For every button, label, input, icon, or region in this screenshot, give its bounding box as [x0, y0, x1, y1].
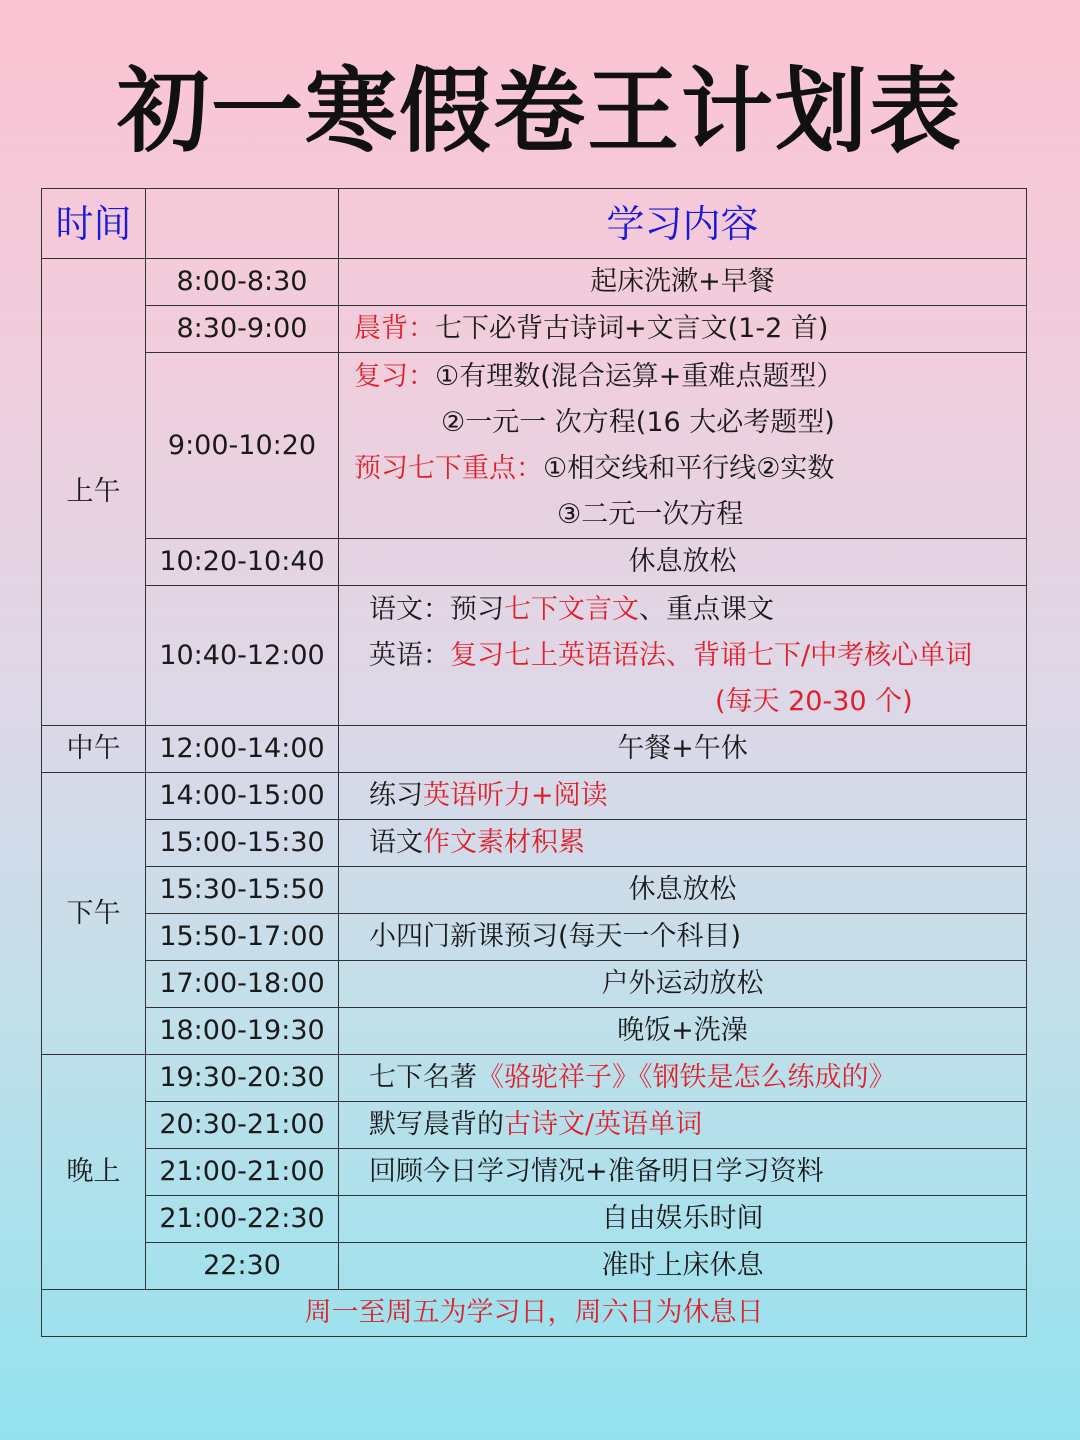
- table-row: [42, 914, 1027, 961]
- content-text: ①相交线和平行线②实数: [543, 452, 835, 484]
- table-row: [42, 867, 1027, 914]
- table-row: [42, 1149, 1027, 1196]
- content-cell: 户外运动放松: [339, 961, 1027, 1008]
- content-cell: 自由娱乐时间: [339, 1196, 1027, 1243]
- page-title: 初一寒假卷王计划表: [116, 58, 963, 165]
- content-highlight: 七下文言文: [504, 593, 639, 625]
- time-cell: 20:30-21:00: [146, 1102, 339, 1149]
- content-highlight: 古诗文/英语单词: [504, 1109, 703, 1140]
- content-cell: [339, 353, 1027, 539]
- time-cell: 15:00-15:30: [146, 820, 339, 867]
- content-text: 七下名著: [369, 1062, 477, 1093]
- schedule-table: [41, 188, 1027, 1337]
- content-text: 英语：: [369, 639, 450, 671]
- label-morning-recite: 晨背：: [354, 313, 435, 344]
- content-cell: [339, 586, 1027, 726]
- content-cell: [339, 1102, 1027, 1149]
- time-cell: 17:00-18:00: [146, 961, 339, 1008]
- content-highlight: (每天 20-30 个): [715, 685, 913, 717]
- table-row: [42, 259, 1027, 306]
- time-cell: 8:30-9:00: [146, 306, 339, 353]
- table-row: [42, 961, 1027, 1008]
- content-cell: 小四门新课预习(每天一个科目): [339, 914, 1027, 961]
- time-cell: 8:00-8:30: [146, 259, 339, 306]
- time-cell: 10:20-10:40: [146, 539, 339, 586]
- content-cell: [339, 1055, 1027, 1102]
- content-text: 练习: [369, 780, 423, 811]
- header-content: 学习内容: [339, 189, 1027, 259]
- content-text: ③二元一次方程: [557, 498, 744, 530]
- table-row: [42, 1055, 1027, 1102]
- time-cell: 19:30-20:30: [146, 1055, 339, 1102]
- time-cell: 14:00-15:00: [146, 773, 339, 820]
- time-cell: 10:40-12:00: [146, 586, 339, 726]
- table-row: [42, 1243, 1027, 1290]
- time-cell: 21:00-22:30: [146, 1196, 339, 1243]
- time-cell: 21:00-21:00: [146, 1149, 339, 1196]
- content-text: 七下必背古诗词+文言文(1-2 首): [435, 313, 829, 344]
- content-cell: 晚饭+洗澡: [339, 1008, 1027, 1055]
- content-text: 、重点课文: [639, 593, 774, 625]
- content-cell: 准时上床休息: [339, 1243, 1027, 1290]
- content-highlight: 复习七上英语语法、背诵七下/中考核心单词: [450, 639, 973, 671]
- content-highlight: 英语听力+阅读: [423, 780, 608, 811]
- content-cell: 回顾今日学习情况+准备明日学习资料: [339, 1149, 1027, 1196]
- content-text: 语文: [369, 827, 423, 858]
- table-row: [42, 820, 1027, 867]
- content-text: 语文：预习: [369, 593, 504, 625]
- table-row: [42, 773, 1027, 820]
- table-row: [42, 353, 1027, 539]
- table-row: [42, 1102, 1027, 1149]
- table-row: [42, 1196, 1027, 1243]
- content-cell: 休息放松: [339, 539, 1027, 586]
- period-evening: 晚上: [42, 1055, 146, 1290]
- time-cell: 15:50-17:00: [146, 914, 339, 961]
- table-row: [42, 306, 1027, 353]
- content-text: ①有理数(混合运算+重难点题型）: [435, 360, 844, 392]
- table-footer-row: [42, 1290, 1027, 1337]
- content-highlight: 作文素材积累: [423, 827, 585, 858]
- label-preview: 预习七下重点：: [354, 452, 543, 484]
- period-morning: 上午: [42, 259, 146, 726]
- period-noon: 中午: [42, 726, 146, 773]
- table-header-row: [42, 189, 1027, 259]
- content-text: ②一元一 次方程(16 大必考题型): [441, 406, 835, 438]
- time-cell: 18:00-19:30: [146, 1008, 339, 1055]
- table-row: [42, 726, 1027, 773]
- content-cell: 休息放松: [339, 867, 1027, 914]
- content-highlight: 《骆驼祥子》《钢铁是怎么练成的》: [477, 1062, 896, 1093]
- label-review: 复习：: [354, 360, 435, 392]
- content-cell: 午餐+午休: [339, 726, 1027, 773]
- time-cell: 15:30-15:50: [146, 867, 339, 914]
- content-cell: 起床洗漱+早餐: [339, 259, 1027, 306]
- content-cell: [339, 773, 1027, 820]
- header-time: 时间: [42, 189, 146, 259]
- time-cell: 9:00-10:20: [146, 353, 339, 539]
- table-row: [42, 539, 1027, 586]
- period-afternoon: 下午: [42, 773, 146, 1055]
- time-cell: 12:00-14:00: [146, 726, 339, 773]
- time-cell: 22:30: [146, 1243, 339, 1290]
- table-row: [42, 586, 1027, 726]
- header-empty: [146, 189, 339, 259]
- content-cell: [339, 820, 1027, 867]
- content-cell: [339, 306, 1027, 353]
- content-text: 默写晨背的: [369, 1109, 504, 1140]
- table-row: [42, 1008, 1027, 1055]
- footer-note: 周一至周五为学习日，周六日为休息日: [42, 1290, 1027, 1337]
